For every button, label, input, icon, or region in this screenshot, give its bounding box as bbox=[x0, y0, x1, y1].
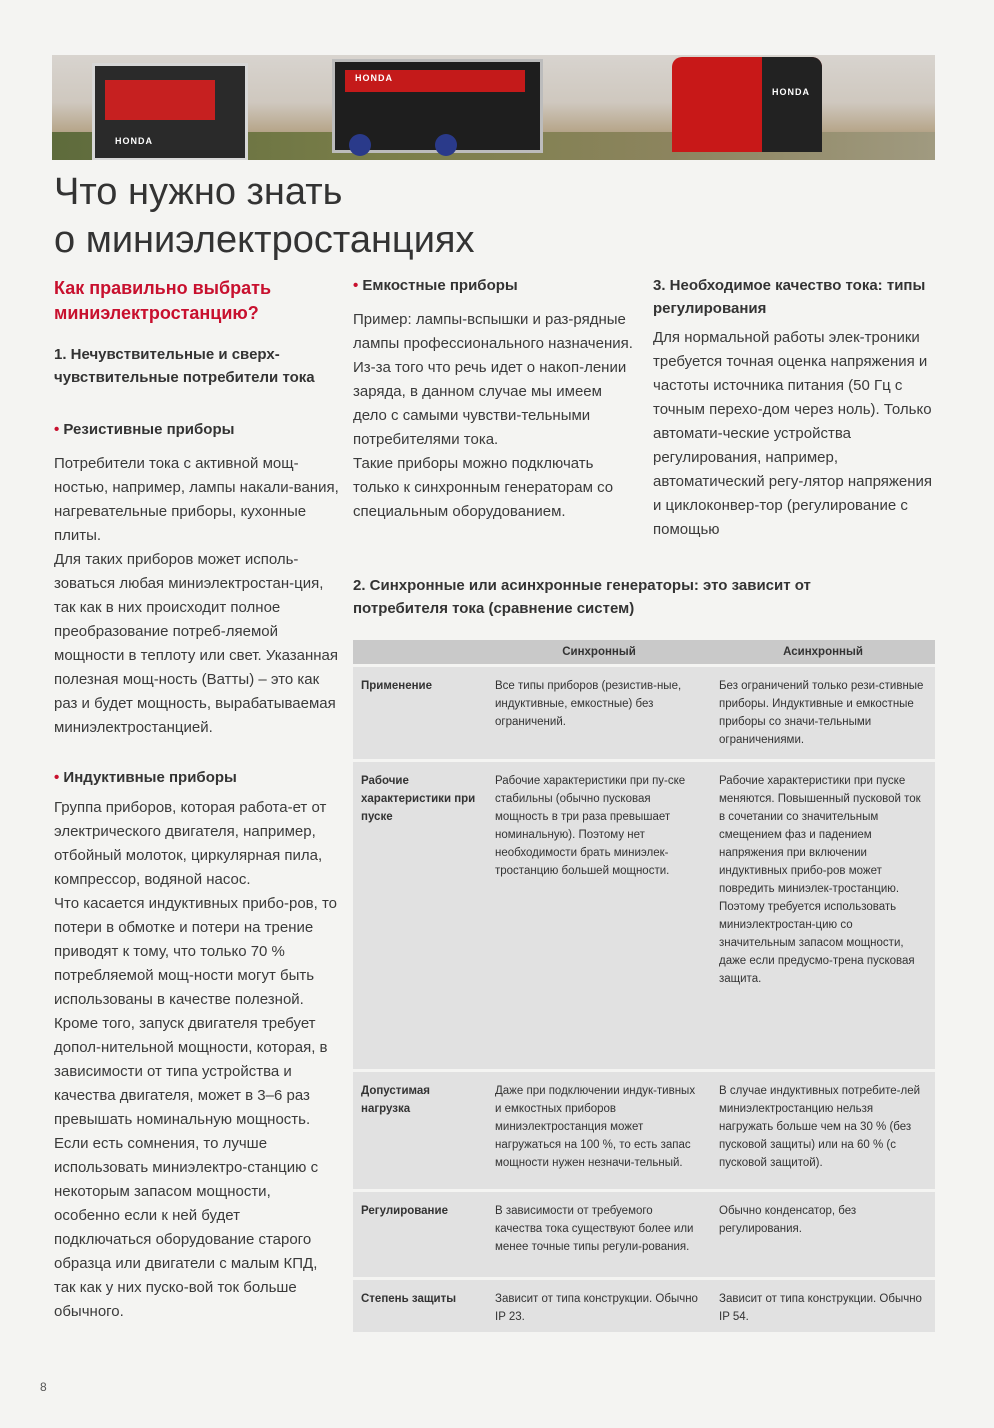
resistive-heading: • Резистивные приборы bbox=[54, 421, 235, 438]
sync-cell: Зависит от типа конструкции. Обычно IP 23. bbox=[487, 1279, 711, 1333]
comparison-table bbox=[353, 640, 935, 1332]
async-cell: Обычно конденсатор, без регулирования. bbox=[711, 1191, 935, 1279]
row-label: Регулирование bbox=[353, 1191, 487, 1279]
generator-1-brand: HONDA bbox=[115, 136, 153, 146]
table-header-async: Асинхронный bbox=[711, 640, 935, 666]
choose-heading: Как правильно выбрать миниэлектростанцию? bbox=[54, 278, 272, 323]
generator-image-3 bbox=[672, 57, 822, 152]
table-row bbox=[353, 761, 935, 1071]
page-title-line-2: о миниэлектростанциях bbox=[54, 219, 475, 261]
table-row bbox=[353, 1191, 935, 1279]
page-title bbox=[54, 168, 654, 264]
row-label: Степень защиты bbox=[353, 1279, 487, 1333]
page-number: 8 bbox=[40, 1380, 47, 1394]
capacitive-heading-label: Емкостные приборы bbox=[362, 277, 518, 294]
generator-2-brand: HONDA bbox=[355, 73, 393, 83]
section-3-text: Для нормальной работы элек-троники требуется точная оценка напряжения и частоты источника питания (50 Гц с точным перехо-дом через ноль). Только автомати-ческие устройства регулирования, например, автоматический регу-лятор напряжения и циклоконвер-тор (регулирование с помощью bbox=[653, 329, 933, 538]
table-header-row bbox=[353, 640, 935, 666]
table-row bbox=[353, 1279, 935, 1333]
resistive-text: Потребители тока с активной мощ-ностью, например, лампы накали-вания, нагревательные приборы, кухонные плиты. Для таких приборов может исполь-зоваться любая миниэлектростан-ция, так как в них происходит полное преобразование потреб-ляемой мощности в теплоту или свет. Указанная полезная мощ-ность (Ватты) – это как раз и будет мощность, вырабатываемая миниэлектростанцией. bbox=[54, 455, 339, 736]
generator-image-1 bbox=[92, 63, 248, 160]
row-label: Рабочие характеристики при пуске bbox=[353, 761, 487, 1071]
capacitive-heading: • Емкостные приборы bbox=[353, 277, 518, 294]
sync-cell: В зависимости от требуемого качества тока существуют более или менее точные типы регули-рования. bbox=[487, 1191, 711, 1279]
generator-3-brand: HONDA bbox=[772, 87, 810, 97]
inductive-text: Группа приборов, которая работа-ет от электрического двигателя, например, отбойный молоток, циркулярная пила, компрессор, водяной насос. Что касается индуктивных прибо-ров, то потери в обмотке и потери на трение приводят к тому, что только 70 % потребляемой мощ-ности могут быть использованы в качестве полезной. Кроме того, запуск двигателя требует допол-нительной мощности, которая, в зависимости от типа устройства и качества двигателя, может в 3–6 раз превышать номинальную мощность. Если есть сомнения, то лучше использовать миниэлектро-станцию с некоторым запасом мощности, особенно если к ней будет подключаться оборудование старого образца или двигатели с малым КПД, так как у них пуско-вой ток больше обычного. bbox=[54, 799, 338, 1320]
async-cell: В случае индуктивных потребите-лей миниэлектростанцию нельзя нагружать больше чем на 30 % (без пусковой защиты) или на 60 % (с пусковой защитой). bbox=[711, 1071, 935, 1191]
async-cell: Зависит от типа конструкции. Обычно IP 54. bbox=[711, 1279, 935, 1333]
capacitive-text: Пример: лампы-вспышки и раз-рядные лампы профессионального назначения. Из-за того что речь идет о накоп-лении заряда, в данном случае мы имеем дело с самыми чувстви-тельными потребителями тока. Такие приборы можно подключать только к синхронным генераторам со специальным оборудованием. bbox=[353, 311, 633, 520]
async-cell: Рабочие характеристики при пуске меняются. Повышенный пусковой ток в сочетании со значительным смещением фаз и падением напряжения при включении индуктивных прибо-ров может повредить миниэлек-тростанцию. Поэтому требуется использовать миниэлектростан-цию со значительным запасом мощности, даже если предусмо-трена пусковая защита. bbox=[711, 761, 935, 1071]
table-header-empty bbox=[353, 640, 487, 666]
table-row bbox=[353, 666, 935, 761]
inductive-heading: • Индуктивные приборы bbox=[54, 769, 237, 786]
sync-cell: Все типы приборов (резистив-ные, индуктивные, емкостные) без ограничений. bbox=[487, 666, 711, 761]
page-title-line-1: Что нужно знать bbox=[54, 171, 343, 213]
async-cell: Без ограничений только рези-стивные приборы. Индуктивные и емкостные приборы со значи-тельными ограничениями. bbox=[711, 666, 935, 761]
generator-image-2 bbox=[332, 59, 543, 153]
section-2-heading: 2. Синхронные или асинхронные генераторы: это зависит от потребителя тока (сравнение систем) bbox=[353, 577, 811, 617]
sync-cell: Даже при подключении индук-тивных и емкостных приборов миниэлектростанция может нагружаться на 100 %, то есть запас мощности нужен незначи-тельный. bbox=[487, 1071, 711, 1191]
section-1-heading: 1. Нечувствительные и сверх-чувствительные потребители тока bbox=[54, 346, 315, 386]
table-row bbox=[353, 1071, 935, 1191]
inductive-heading-label: Индуктивные приборы bbox=[63, 769, 237, 786]
section-3-heading: 3. Необходимое качество тока: типы регулирования bbox=[653, 277, 926, 317]
table-header-sync: Синхронный bbox=[487, 640, 711, 666]
row-label: Допустимая нагрузка bbox=[353, 1071, 487, 1191]
row-label: Применение bbox=[353, 666, 487, 761]
generators-banner bbox=[52, 55, 935, 160]
resistive-heading-label: Резистивные приборы bbox=[63, 421, 235, 438]
sync-cell: Рабочие характеристики при пу-ске стабильны (обычно пусковая мощность в три раза превышает номинальную). Поэтому нет необходимости брать миниэлек-тростанцию большей мощности. bbox=[487, 761, 711, 1071]
